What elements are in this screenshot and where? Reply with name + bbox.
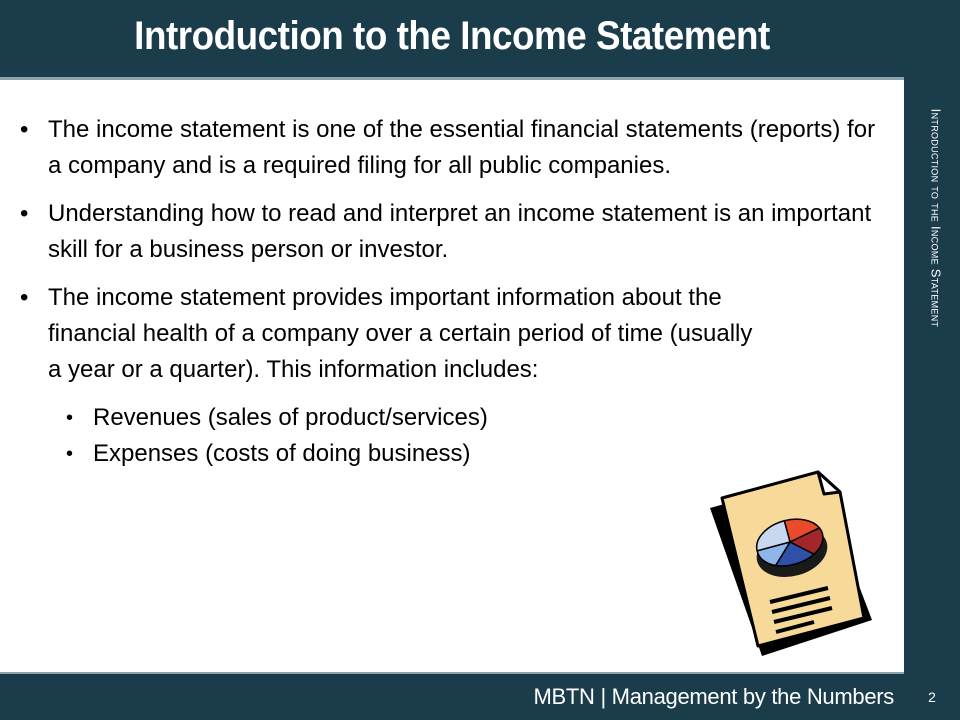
report-with-pie-chart-icon — [700, 470, 880, 670]
bullet-dot: • — [20, 116, 29, 143]
title-bar — [0, 0, 904, 80]
bullet-dot: • — [20, 284, 29, 311]
sub-bullet-list — [20, 400, 880, 472]
footer-text: MBTN | Management by the Numbers — [533, 684, 894, 709]
bullet-item — [20, 196, 880, 268]
slide-title: Introduction to the Income Statement — [134, 14, 770, 58]
side-section-title: Introduction to the Income Statement — [928, 108, 944, 328]
sub-bullet-text: Expenses (costs of doing business) — [93, 440, 471, 467]
bullet-dot: • — [20, 200, 29, 227]
footer-bar — [0, 672, 904, 720]
page-number: 2 — [928, 689, 936, 705]
sub-bullet-item — [66, 400, 880, 436]
bullet-text: The income statement provides important information about the financial health of a company over a certain period of time (usually a year or a quarter). This information includes: — [48, 284, 753, 383]
bullet-item — [20, 112, 880, 184]
bullet-item — [20, 280, 768, 388]
bullet-text: The income statement is one of the essential financial statements (reports) for a company and is a required filing for all public companies. — [48, 116, 876, 179]
bullet-dot: • — [66, 443, 74, 465]
slide-body — [20, 112, 880, 472]
sub-bullet-item — [66, 436, 880, 472]
sub-bullet-text: Revenues (sales of product/services) — [93, 404, 488, 431]
bullet-text: Understanding how to read and interpret an income statement is an important skill for a business person or investor. — [48, 200, 872, 263]
bullet-dot: • — [66, 407, 74, 429]
